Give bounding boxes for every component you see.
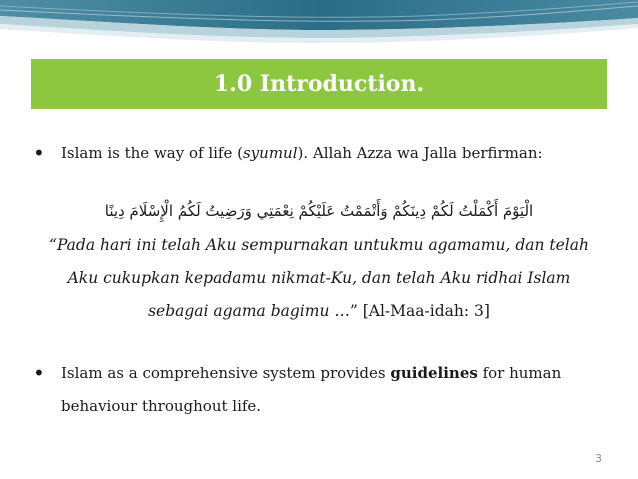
quote-block	[20, 229, 618, 328]
bullet-2-suffix: for human	[477, 364, 562, 382]
quote-line-1	[20, 229, 618, 262]
quote-text-3: sebagai agama bagimu …	[148, 302, 350, 320]
arabic-verse: الْيَوْمَ أَكْمَلْتُ لَكُمْ دِينَكُمْ وَأَتْمَمْتُ عَلَيْكُمْ نِعْمَتِي وَرَضِيتُ لَكُمُ الْإِسْلَامَ دِينًا	[104, 202, 534, 220]
bullet-2-line-1	[61, 357, 561, 390]
bullet-2-prefix: Islam as a comprehensive system provides	[61, 364, 391, 382]
bullet-2-line-2: behaviour throughout life.	[61, 397, 262, 415]
quote-text-2: Aku cukupkan kepadamu nikmat-Ku, dan telah Aku ridhai Islam	[67, 269, 571, 287]
bullet-item-2	[33, 361, 561, 423]
wave-graphic	[0, 0, 638, 44]
quote-open-mark: “	[49, 236, 57, 254]
bullet-icon: •	[33, 361, 45, 385]
bullet-2-bold: guidelines	[390, 364, 478, 382]
bullet-icon: •	[33, 141, 45, 165]
bullet-text-1	[61, 141, 543, 165]
bullet-text-2	[61, 357, 561, 423]
title-bar	[31, 59, 607, 109]
bullet-item-1	[33, 141, 543, 165]
quote-line-3	[20, 295, 618, 328]
slide-title: 1.0 Introduction.	[213, 71, 425, 97]
quote-line-2	[20, 262, 618, 295]
page-number: 3	[595, 452, 602, 465]
quote-text-1: Pada hari ini telah Aku sempurnakan untukmu agamamu, dan telah	[56, 236, 589, 254]
quote-reference: ” [Al-Maa-idah: 3]	[349, 302, 490, 320]
bullet-1-suffix: ). Allah Azza wa Jalla berfirman:	[297, 144, 543, 162]
header-decoration	[0, 0, 638, 44]
bullet-1-prefix: Islam is the way of life (	[61, 144, 243, 162]
bullet-1-term: syumul	[242, 144, 298, 162]
